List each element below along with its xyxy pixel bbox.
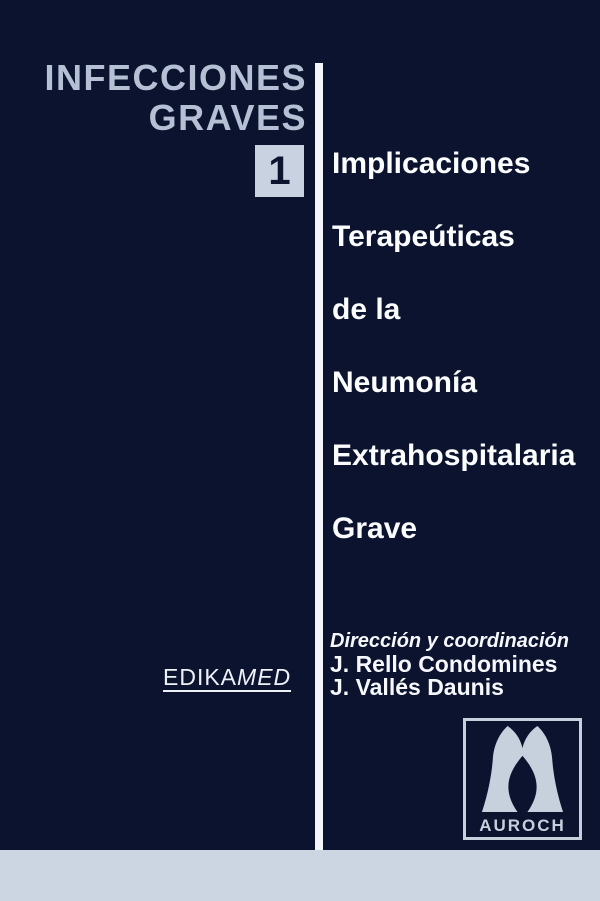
auroch-horns-icon [468,723,577,817]
book-title [332,145,575,547]
volume-number-badge [255,145,304,197]
bottom-band [0,850,600,901]
edikamed-logo-text-1: EDIKA [163,664,238,690]
book-title-line: de la [332,293,401,326]
book-title-line: Neumonía [332,366,478,399]
book-title-line: Extrahospitalaria [332,439,576,472]
auroch-logo-label: AUROCH [479,816,566,835]
credits-author-2: J. Vallés Daunis [330,674,504,700]
book-title-line: Implicaciones [332,147,531,180]
credits-role: Dirección y coordinación [330,630,569,652]
vertical-divider [315,63,323,850]
auroch-logo [463,718,582,840]
series-title-line2: GRAVES [148,97,307,138]
series-title [44,58,307,138]
book-title-line: Grave [332,512,418,545]
credits [330,630,569,699]
edikamed-logo-text-2: MED [237,664,292,690]
edikamed-logo [163,665,291,692]
book-title-line: Terapeúticas [332,220,515,253]
volume-number: 1 [268,148,291,193]
credits-author-1: J. Rello Condomines [330,651,558,677]
series-title-line1: INFECCIONES [44,57,307,98]
